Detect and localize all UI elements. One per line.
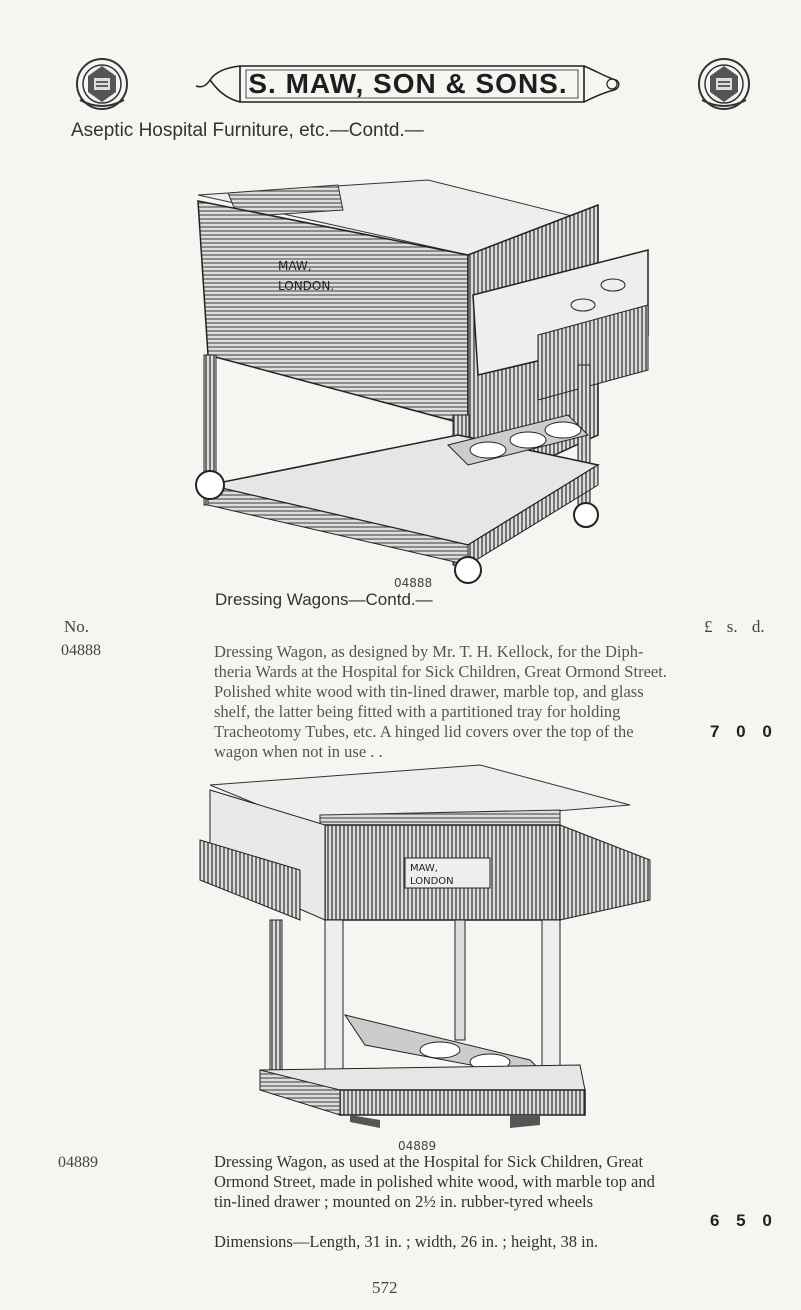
section-title: Aseptic Hospital Furniture, etc.—Contd.— (71, 120, 424, 141)
royal-crest-icon (696, 56, 752, 112)
dressing-wagon-illustration-icon (168, 165, 658, 585)
item-description: Dressing Wagon, as used at the Hospital for Sick Children, Great Ormond Street, made in polished white wood, with marble top and tin-lined drawer ; mounted on 2½ in. rubber-tyred wheels (214, 1152, 655, 1211)
item-price: 6 5 0 (710, 1211, 772, 1230)
svg-text:LONDON.: LONDON. (278, 279, 335, 293)
item-code: 04888 (61, 642, 101, 659)
firm-name: S. MAW, SON & SONS. (248, 68, 568, 99)
royal-crest-icon (74, 56, 130, 112)
svg-text:MAW,: MAW, (410, 863, 438, 874)
subheading: Dressing Wagons—Contd.— (215, 590, 433, 609)
currency-column-label: £ s. d. (704, 617, 765, 636)
svg-text:MAW,: MAW, (278, 259, 312, 273)
item-price: 7 0 0 (710, 722, 772, 741)
page-number: 572 (372, 1278, 398, 1297)
figure-caption: 04888 (394, 576, 433, 590)
dressing-wagon-illustration-icon (190, 760, 660, 1135)
item-dimensions: Dimensions—Length, 31 in. ; width, 26 in. ; height, 38 in. (214, 1232, 599, 1251)
item-code: 04889 (58, 1154, 98, 1171)
svg-text:LONDON: LONDON (410, 876, 454, 887)
item-description: Dressing Wagon, as designed by Mr. T. H. Kellock, for the Diph-theria Wards at the Hospital for Sick Children, Great Ormond Street. Polished white wood with tin-lined drawer, marble top, and glass shelf, the latter being fitted with a partitioned tray for holding Tracheotomy Tubes, etc. A hinged lid covers over the top of the wagon when not in use . . (214, 642, 667, 761)
number-column-label: No. (64, 617, 90, 636)
firm-banner (192, 58, 624, 110)
figure-caption: 04889 (398, 1139, 437, 1153)
